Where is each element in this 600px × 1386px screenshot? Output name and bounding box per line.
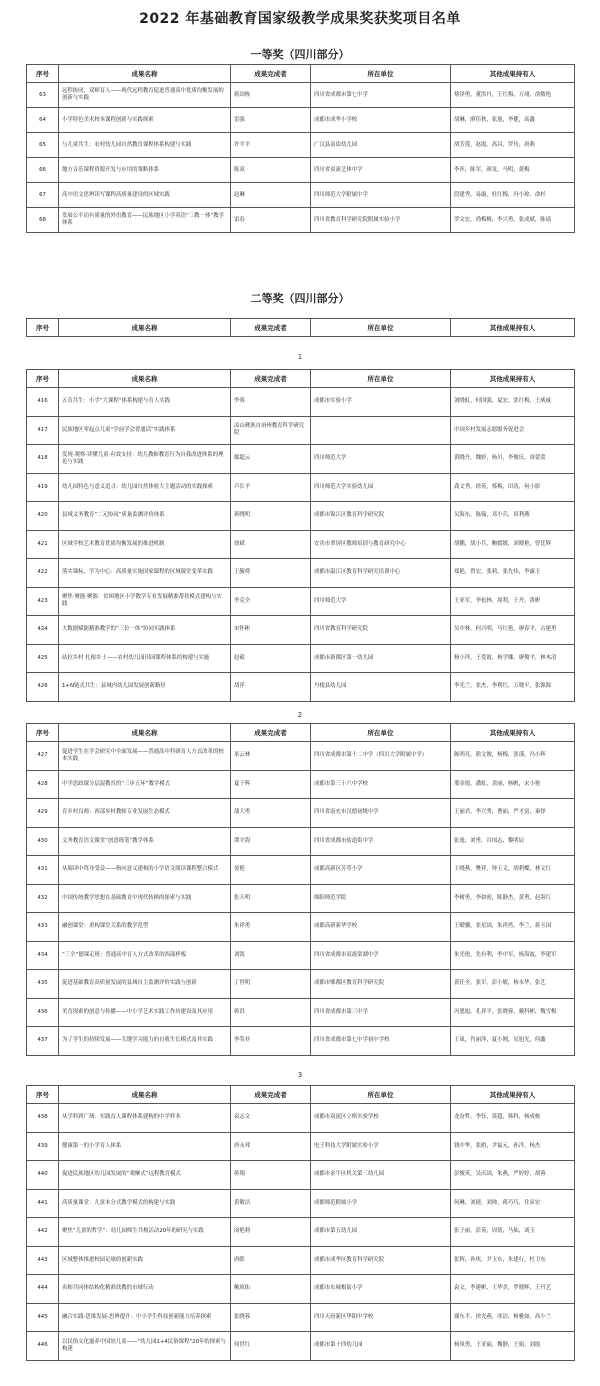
- table-row: [27, 1218, 575, 1247]
- row-number: 438: [27, 1104, 59, 1133]
- project-name: 五育共生：小学“大课程”体系构建与育人实践: [59, 388, 231, 417]
- project-name: 高质量课堂：儿童本分式教学模式的构建与实践: [59, 1189, 231, 1218]
- table-header-row: [27, 1086, 575, 1104]
- column-header: 成果完成者: [231, 370, 311, 388]
- column-header: 成果名称: [59, 724, 231, 742]
- second-prize-header-table: [26, 318, 575, 337]
- table-row: [27, 1161, 575, 1190]
- institution: 成都市第三十六中学校: [311, 770, 451, 799]
- project-name: 融合实践-思维发展-思辨提升：中小学生科技创新能力培养探索: [59, 1303, 231, 1332]
- project-leader: 何世红: [231, 1332, 311, 1361]
- project-leader: 米云林: [231, 742, 311, 771]
- institution: 丹棱县幼儿园: [311, 673, 451, 702]
- project-name: “三全”德课走班：普通高中育人方式改革的西部样板: [59, 941, 231, 970]
- second-prize-title: 二等奖（四川部分）: [250, 292, 350, 305]
- column-header: 所在单位: [311, 724, 451, 742]
- project-name: 聚焦·聚能·聚源：贫困地区小学数学专业发展精准帮扶模式建构与实践: [59, 587, 231, 616]
- institution: 成都市第十四幼儿园: [311, 1332, 451, 1361]
- column-header: 其他成果持有人: [451, 724, 575, 742]
- project-leader: 李蓉: [231, 388, 311, 417]
- table-row: [27, 108, 575, 133]
- institution: 成都市实验小学: [311, 388, 451, 417]
- table-row: [27, 799, 575, 828]
- project-leader: 王毓舜: [231, 559, 311, 588]
- project-name: 为了学生的持续发展——关键学习能力的自我生长模式及其实践: [59, 1027, 231, 1056]
- project-leader: 唐皓: [231, 1246, 311, 1275]
- project-leader: 蒋洪: [231, 998, 311, 1027]
- other-holders: 谢东平，徐光燕，冰洁，杨雅如，高小兰: [451, 1303, 575, 1332]
- institution: 广汉县南街幼儿园: [311, 133, 451, 158]
- table-row: [27, 133, 575, 158]
- project-leader: 李笑非: [231, 1027, 311, 1056]
- column-header: 序号: [27, 319, 59, 337]
- column-header: 序号: [27, 370, 59, 388]
- project-name: 融创课堂：重构课堂关系的教学范型: [59, 913, 231, 942]
- other-holders: 王曜骥，张星国，朱祥然，李兰，蒋玉国: [451, 913, 575, 942]
- institution: 四川省教育科学研究院: [311, 616, 451, 645]
- project-name: 远程协同，双师育人——现代远程教育促进普通高中优质均衡发展的创新与实践: [59, 83, 231, 108]
- institution: 电子科技大学附属实验小学: [311, 1132, 451, 1161]
- institution: 成都市温江区教育科学研究培训中心: [311, 559, 451, 588]
- table-row: [27, 913, 575, 942]
- project-leader: 李克全: [231, 587, 311, 616]
- row-number: 65: [27, 133, 59, 158]
- row-number: 64: [27, 108, 59, 133]
- column-header: 其他成果持有人: [451, 65, 575, 83]
- row-number: 429: [27, 799, 59, 828]
- project-name: 与儿童共生：农村幼儿园自然教育课程体系构建与实践: [59, 133, 231, 158]
- institution: 四川省成都市第七中学初中学校: [311, 1027, 451, 1056]
- other-holders: 刘晓虹，何国强，夏宏，张红梅，王威威: [451, 388, 575, 417]
- institution: 成都市锦江区教育科学研究院: [311, 502, 451, 531]
- project-leader: 宋怀彬: [231, 616, 311, 645]
- table-row: [27, 473, 575, 502]
- project-leader: 蒋翔: [231, 1161, 311, 1190]
- project-leader: 凉山彝族自治州教育科学研究院: [231, 416, 311, 445]
- column-header: 其他成果持有人: [451, 370, 575, 388]
- table-row: [27, 1104, 575, 1133]
- page-number-2: 2: [297, 711, 303, 719]
- other-holders: 何琳，刘捷，刘帅，蒋巧巧，住彦宏: [451, 1189, 575, 1218]
- other-holders: 王岚，肖丽萍，夏小刚，吴旭光，何鑫: [451, 1027, 575, 1056]
- row-number: 67: [27, 183, 59, 208]
- table-row: [27, 970, 575, 999]
- institution: 成都高新新华学校: [311, 913, 451, 942]
- project-name: 幼儿园特色与意义追寻：幼儿园自然体验大主题活动的实践探索: [59, 473, 231, 502]
- other-holders: 蔡泽勇，董洪丹，王红梅，万翊，俞敏艳: [451, 83, 575, 108]
- project-name: 从阅读中终身受益——指向意义建构的小学语文阅读课程整合模式: [59, 856, 231, 885]
- institution: 成都市郫都区教育科学研究院: [311, 970, 451, 999]
- row-number: 437: [27, 1027, 59, 1056]
- other-holders: 钱中华，张鸥，尹福元，孙洋，杨杰: [451, 1132, 575, 1161]
- second-prize-table-3: [26, 1085, 575, 1361]
- institution: 成都市成华区教育科学研究院: [311, 1246, 451, 1275]
- institution: 成都市东城根街小学: [311, 1275, 451, 1304]
- other-holders: 张逸，刘勇，谷国志，黎明辰: [451, 827, 575, 856]
- table-row: [27, 208, 575, 233]
- project-name: 健康第一的小学育人体系: [59, 1132, 231, 1161]
- other-holders: 杨凤勇，王亚丽，魏静，王娟，刘霞: [451, 1332, 575, 1361]
- project-leader: 黄敏洁: [231, 1189, 311, 1218]
- row-number: 444: [27, 1275, 59, 1304]
- institution: 绵阳师范学院: [311, 884, 451, 913]
- other-holders: 罗文宏，尚梅梅，李兴勇，张成斌，陈瑶: [451, 208, 575, 233]
- table-row: [27, 1246, 575, 1275]
- column-header: 成果名称: [59, 370, 231, 388]
- other-holders: 李树勇，李如密，陈静杰，黄勇，赵海红: [451, 884, 575, 913]
- project-name: 以民俗文化滋养中国娃儿童——“幼儿园1+4民俗课程”20年的探索与构建: [59, 1332, 231, 1361]
- table-row: [27, 502, 575, 531]
- row-number: 435: [27, 970, 59, 999]
- row-number: 419: [27, 473, 59, 502]
- table-header-row: [27, 319, 575, 337]
- row-number: 417: [27, 416, 59, 445]
- institution: 四川省成都市第十二中学（四川大学附属中学）: [311, 742, 451, 771]
- other-holders: 郑艳，曾宏，张莉，张先伟，李露玉: [451, 559, 575, 588]
- table-row: [27, 616, 575, 645]
- row-number: 434: [27, 941, 59, 970]
- project-leader: 刘凯: [231, 941, 311, 970]
- institution: 四川师范大学: [311, 445, 451, 474]
- first-prize-table: [26, 64, 575, 233]
- institution: 成都师范附属小学: [311, 1189, 451, 1218]
- other-holders: 陈明亮，熊文俊，杨梅，张谨，冯小辉: [451, 742, 575, 771]
- table-row: [27, 587, 575, 616]
- row-number: 440: [27, 1161, 59, 1190]
- institution: 四川天府新区华阳中学校: [311, 1303, 451, 1332]
- other-holders: 彭俊英，吴庆国，朱燕，严婷婷，胡蓉: [451, 1161, 575, 1190]
- project-leader: 赵琳: [231, 183, 311, 208]
- other-holders: 张辉，孙侠，尹玉东，朱建行，杜卫东: [451, 1246, 575, 1275]
- project-name: 区域学校艺术教育优质均衡发展的推进机制: [59, 530, 231, 559]
- project-leader: 徐斌: [231, 530, 311, 559]
- project-name: 聚焦“儿童的哲学”：幼儿园师生共构活动20年的研究与实践: [59, 1218, 231, 1247]
- project-name: 地方音乐课程资源开发与应用的策略体系: [59, 158, 231, 183]
- column-header: 成果完成者: [231, 724, 311, 742]
- other-holders: 中国乡村发展志愿服务促进会: [451, 416, 575, 445]
- project-leader: 鲍琼佑: [231, 1275, 311, 1304]
- project-leader: 张天明: [231, 884, 311, 913]
- table-row: [27, 644, 575, 673]
- other-holders: 王丽君，李兴秀，曹丽，严才富，秦怿: [451, 799, 575, 828]
- table-row: [27, 1303, 575, 1332]
- table-row: [27, 530, 575, 559]
- row-number: 431: [27, 856, 59, 885]
- table-row: [27, 941, 575, 970]
- project-leader: 朱祥勇: [231, 913, 311, 942]
- project-leader: 张晓蓉: [231, 1303, 311, 1332]
- other-holders: 邢金霞，潘虹，余丽，杨帆，宋小艳: [451, 770, 575, 799]
- column-header: 序号: [27, 724, 59, 742]
- column-header: 其他成果持有人: [451, 1086, 575, 1104]
- row-number: 433: [27, 913, 59, 942]
- row-number: 442: [27, 1218, 59, 1247]
- institution: 四川师范大学实验幼儿园: [311, 473, 451, 502]
- table-row: [27, 158, 575, 183]
- column-header: 成果名称: [59, 65, 231, 83]
- project-name: 县域义务教育“二元协同”质量监测评价体系: [59, 502, 231, 531]
- row-number: 420: [27, 502, 59, 531]
- institution: 成都高新区芳草小学: [311, 856, 451, 885]
- other-holders: 胡鹏，胡小兵，鲍媛媛，刘晓艳，曾廷辉: [451, 530, 575, 559]
- column-header: 成果名称: [59, 1086, 231, 1104]
- project-name: 小学特色美术校本课程创新与实践探索: [59, 108, 231, 133]
- other-holders: 胡琳，廖佳秋，张旭，李健，高鑫: [451, 108, 575, 133]
- project-leader: 胡萍: [231, 673, 311, 702]
- row-number: 432: [27, 884, 59, 913]
- project-leader: 蒲大勇: [231, 799, 311, 828]
- row-number: 430: [27, 827, 59, 856]
- row-number: 421: [27, 530, 59, 559]
- row-number: 439: [27, 1132, 59, 1161]
- project-leader: 赵毅: [231, 644, 311, 673]
- other-holders: 黄晓丹，魏婷，杨川，李俊庆，周蕾蕾: [451, 445, 575, 474]
- other-holders: 李萍，陈军，颜龙，马明，黄梅: [451, 158, 575, 183]
- table-row: [27, 1132, 575, 1161]
- project-leader: 唐永邦: [231, 1132, 311, 1161]
- table-row: [27, 183, 575, 208]
- row-number: 443: [27, 1246, 59, 1275]
- second-prize-table-1: [26, 369, 575, 702]
- table-header-row: [27, 724, 575, 742]
- project-leader: 许平平: [231, 133, 311, 158]
- table-row: [27, 827, 575, 856]
- project-name: 促进民族地区幼儿园发展的“观摩式”远程教育模式: [59, 1161, 231, 1190]
- institution: 四川省成都市第三中学: [311, 998, 451, 1027]
- table-row: [27, 83, 575, 108]
- table-row: [27, 1027, 575, 1056]
- row-number: 426: [27, 673, 59, 702]
- project-name: 落实课标，学为中心：高质量实施国家课程的区域课堂变革实践: [59, 559, 231, 588]
- table-row: [27, 673, 575, 702]
- row-number: 446: [27, 1332, 59, 1361]
- project-name: 发现·观察·读懂儿童·有效支持：幼儿教师教育行为自我改进体系的理论与实践: [59, 445, 231, 474]
- column-header: 成果完成者: [231, 65, 311, 83]
- project-leader: 陈双: [231, 158, 311, 183]
- project-leader: 雷春: [231, 208, 311, 233]
- row-number: 68: [27, 208, 59, 233]
- institution: [311, 416, 451, 445]
- project-leader: 蒋国栋: [231, 83, 311, 108]
- page-number-3: 3: [297, 1071, 303, 1079]
- institution: 成都市金牛区机关第三幼儿园: [311, 1161, 451, 1190]
- row-number: 445: [27, 1303, 59, 1332]
- project-name: 区域整体推进校园足球的创新实践: [59, 1246, 231, 1275]
- other-holders: 龙奋哲，李钰，黄超，韩科，杨成栋: [451, 1104, 575, 1133]
- row-number: 436: [27, 998, 59, 1027]
- other-holders: 冯恩旭，孔祥平，张晓蓉，戴科彬，魏雪梅: [451, 998, 575, 1027]
- institution: 成都市双流区立格实验学校: [311, 1104, 451, 1133]
- project-name: 名师共同体结构化精准扶教的市域行动: [59, 1275, 231, 1304]
- table-header-row: [27, 65, 575, 83]
- project-name: 民族地区零起点儿童“学前学会普通话”实践体系: [59, 416, 231, 445]
- table-row: [27, 884, 575, 913]
- institution: 四川省教育科学研究院附属实验小学: [311, 208, 451, 233]
- table-header-row: [27, 370, 575, 388]
- column-header: 所在单位: [311, 1086, 451, 1104]
- institution: 四川师范大学: [311, 587, 451, 616]
- project-name: 大数据赋能精准教学的“三位一体”协同实践体系: [59, 616, 231, 645]
- project-name: 促进学生在学会研究中全面发展——普通高中科研育人方式改革的校本实践: [59, 742, 231, 771]
- institution: 四川省双流艺体中学: [311, 158, 451, 183]
- project-leader: 雷强: [231, 108, 311, 133]
- table-row: [27, 770, 575, 799]
- institution: 四川师范大学附属中学: [311, 183, 451, 208]
- table-row: [27, 388, 575, 417]
- project-leader: 卢长平: [231, 473, 311, 502]
- column-header: 所在单位: [311, 319, 451, 337]
- other-holders: 李光兰，张杰，李利红，万晓平，张源源: [451, 673, 575, 702]
- other-holders: 朱光艳，先有利，李中军，杨海波，李建军: [451, 941, 575, 970]
- other-holders: 黄任全，张军，彭小敏，杨永华，张艺: [451, 970, 575, 999]
- project-name: 站位乡村 扎根乡土——农村幼儿园田园课程体系的构建与实施: [59, 644, 231, 673]
- project-leader: 夏于辉: [231, 770, 311, 799]
- project-name: 义务教育语文课堂“创意练笔”教学体系: [59, 827, 231, 856]
- table-row: [27, 1275, 575, 1304]
- page-number-1: 1: [297, 353, 303, 361]
- column-header: 序号: [27, 1086, 59, 1104]
- row-number: 66: [27, 158, 59, 183]
- institution: 成都市成华小学校: [311, 108, 451, 133]
- institution: 四川省成都市第七中学: [311, 83, 451, 108]
- project-name: 中学思政课分层混教育的“三步五环”教学模式: [59, 770, 231, 799]
- table-row: [27, 998, 575, 1027]
- row-number: 425: [27, 644, 59, 673]
- row-number: 422: [27, 559, 59, 588]
- other-holders: 张子丽，彭英，周倩，马仙，刘玉: [451, 1218, 575, 1247]
- row-number: 416: [27, 388, 59, 417]
- project-name: 中国传统教学思想在基础教育中现代转换的探索与实践: [59, 884, 231, 913]
- project-name: 高中语文思辨读写课程高质量建设的区域实践: [59, 183, 231, 208]
- second-prize-table-2: [26, 723, 575, 1056]
- institution: 四川省南充市汉德初级中学: [311, 799, 451, 828]
- table-row: [27, 559, 575, 588]
- column-header: 成果完成者: [231, 319, 311, 337]
- project-leader: 鄢超云: [231, 445, 311, 474]
- project-leader: 谭平海: [231, 827, 311, 856]
- table-row: [27, 416, 575, 445]
- project-leader: 闵艳莉: [231, 1218, 311, 1247]
- institution: 四川省成都市盐道街中学: [311, 827, 451, 856]
- other-holders: 段建秀，易璇，杜红梅，冯小琼，俞杉: [451, 183, 575, 208]
- row-number: 428: [27, 770, 59, 799]
- column-header: 序号: [27, 65, 59, 83]
- table-row: [27, 1189, 575, 1218]
- project-leader: 丁世明: [231, 970, 311, 999]
- column-header: 所在单位: [311, 65, 451, 83]
- row-number: 441: [27, 1189, 59, 1218]
- table-row: [27, 445, 575, 474]
- other-holders: 龚文秀，徐英，蔡梅，田涛，何小影: [451, 473, 575, 502]
- other-holders: 吴海东，陈翰，邓小兵，田利燕: [451, 502, 575, 531]
- project-name: 从学科到广域：实践育人课程体系建构的中学样本: [59, 1104, 231, 1133]
- column-header: 成果完成者: [231, 1086, 311, 1104]
- row-number: 423: [27, 587, 59, 616]
- other-holders: 袁文，李建彬，王华美，罗晓辉，王丹艺: [451, 1275, 575, 1304]
- project-name: 美育探索的创意与传播——中小学艺术实践工作坊建设及其应用: [59, 998, 231, 1027]
- other-holders: 王晓燕，樊祥，钟玉文，胡碧蝶，林文红: [451, 856, 575, 885]
- project-leader: 蒋晓明: [231, 502, 311, 531]
- row-number: 427: [27, 742, 59, 771]
- row-number: 418: [27, 445, 59, 474]
- project-name: 促进基础教育高质量发展的县域自主监测评价实践与创新: [59, 970, 231, 999]
- institution: 宜宾市翠屏区教师培训与教育研究中心: [311, 530, 451, 559]
- other-holders: 吴中林，何兴明，马红艳，廖春平，古建勇: [451, 616, 575, 645]
- institution: 成都市新都区第一幼儿园: [311, 644, 451, 673]
- other-holders: 胡芳莲，赵霞，高昌，罗玲，唐燕: [451, 133, 575, 158]
- other-holders: 杨小萍，王爱霞，杨学娜，廖俊平，林木清: [451, 644, 575, 673]
- row-number: 63: [27, 83, 59, 108]
- other-holders: 王亚军，李松林，周利，王丹，黄彬: [451, 587, 575, 616]
- project-name: 发展公平而有质量的外语教育——民族地区小学英语“三教一体”教学体系: [59, 208, 231, 233]
- institution: 四川省成都市双流棠湖中学: [311, 941, 451, 970]
- project-leader: 袁志文: [231, 1104, 311, 1133]
- page-title: 2022 年基础教育国家级教学成果奖获奖项目名单: [139, 11, 461, 27]
- column-header: 所在单位: [311, 370, 451, 388]
- column-header: 成果名称: [59, 319, 231, 337]
- table-row: [27, 1332, 575, 1361]
- project-name: 育乡村良师：西部乡村教师专业发展生态模式: [59, 799, 231, 828]
- project-leader: 晏艳: [231, 856, 311, 885]
- project-name: 1+N链式共生：县域内幼儿园发展创新路径: [59, 673, 231, 702]
- institution: 成都市第五幼儿园: [311, 1218, 451, 1247]
- column-header: 其他成果持有人: [451, 319, 575, 337]
- row-number: 424: [27, 616, 59, 645]
- first-prize-title: 一等奖（四川部分）: [250, 48, 350, 61]
- table-row: [27, 856, 575, 885]
- table-row: [27, 742, 575, 771]
